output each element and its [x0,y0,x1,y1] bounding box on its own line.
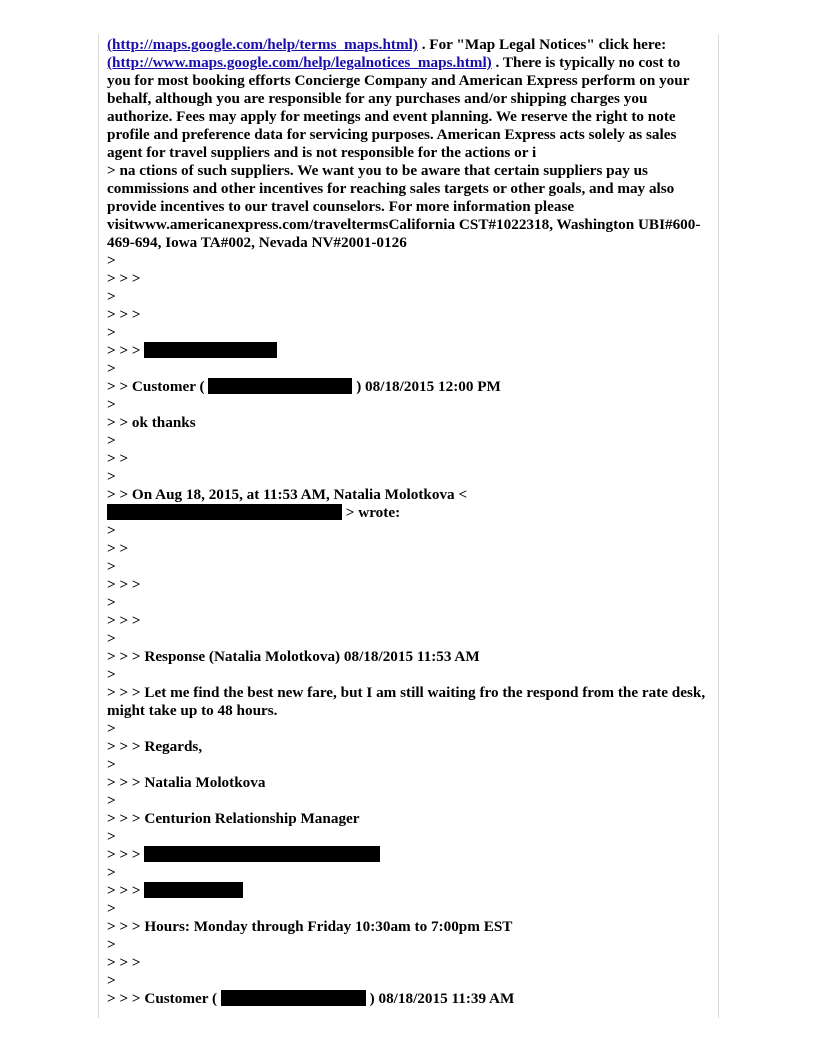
quote-line: > [107,936,116,953]
quote-line: > [107,558,116,575]
response-body: > > > Let me find the best new fare, but I am still waiting fro the respond from the rate desk, might take up to 48 hours. [107,684,706,719]
suppliers-paragraph: > na ctions of such suppliers. We want you to be aware that certain suppliers pay us commissions and other incentives for reaching sales targets or other goals, and may also provide incentives to our travel counselors. For more information please visitwww.americanexpress.com/traveltermsCalifornia CST#1022318, Washington UBI#600-469-694, Iowa TA#002, Nevada NV#2001-0126 [107,162,701,251]
quote-line: > [107,324,116,341]
legal-paragraph [107,36,707,162]
legal-notices-link[interactable]: (http://www.maps.google.com/help/legalnotices_maps.html) [107,54,492,71]
quote-line [107,846,707,864]
quote-line: > [107,972,116,989]
quote-line: > [107,756,116,773]
redaction-box [144,846,380,862]
quote-line: > [107,522,116,539]
quote-line: > [107,360,116,377]
email-body [107,36,707,1008]
redaction-box [208,378,352,394]
quote-line: > > > [107,954,141,971]
quote-line: > > > [107,612,141,629]
signature-title: > > > Centurion Relationship Manager [107,810,360,827]
redaction-box [221,990,366,1006]
customer-label: > > > Customer ( [107,990,221,1007]
quote-line: > > ok thanks [107,414,196,431]
redaction-box [144,342,277,358]
quote-line: > > [107,450,129,467]
quote-line: > [107,828,116,845]
quote-line: > > > [107,270,141,287]
hours-line: > > > Hours: Monday through Friday 10:30am to 7:00pm EST [107,918,513,935]
terms-maps-link[interactable]: (http://maps.google.com/help/terms_maps.html) [107,36,418,53]
quote-line: > [107,288,116,305]
customer-label: > > Customer ( [107,378,209,395]
quote-line: > [107,630,116,647]
quote-line: > [107,594,116,611]
legal-text-2: . There is typically no cost to you for most booking efforts Concierge Company and American Express perform on your behalf, although you are responsible for any purchases and/or shipping charges you authorize. Fees may apply for meetings and event planning. We reserve the right to note profile and preference data for servicing purposes. American Express acts solely as sales agent for travel suppliers and is not responsible for the actions or i [107,54,690,161]
quote-line: > [107,720,116,737]
quote-prefix: > > > [107,846,145,863]
quote-line: > > > Regards, [107,738,203,755]
response-header-line: > > > Response (Natalia Molotkova) 08/18/2015 11:53 AM [107,648,480,665]
quote-line: > > > [107,576,141,593]
quote-line: > [107,468,116,485]
quote-prefix: > > > [107,882,145,899]
quote-line [107,882,707,900]
redaction-box [144,882,243,898]
signature-name: > > > Natalia Molotkova [107,774,266,791]
wrote-label: > wrote: [342,504,401,521]
quote-line [107,342,707,360]
quote-line: > [107,792,116,809]
quote-prefix: > > > [107,342,145,359]
quote-line: > [107,900,116,917]
quote-line: > [107,432,116,449]
quote-line: > > [107,540,129,557]
quote-line: > [107,396,116,413]
redaction-box [107,504,342,520]
quote-line: > [107,666,116,683]
legal-text-1: . For "Map Legal Notices" click here: [417,36,667,53]
customer-header-line [107,378,707,396]
quote-line: > > > [107,306,141,323]
message-timestamp: ) 08/18/2015 11:39 AM [365,990,515,1007]
message-timestamp: ) 08/18/2015 12:00 PM [352,378,501,395]
reply-header-line: > > On Aug 18, 2015, at 11:53 AM, Natalia Molotkova < [107,486,468,503]
customer-header-line [107,990,707,1008]
quote-line: > [107,252,116,269]
quote-line: > [107,864,116,881]
reply-header-line [107,504,707,522]
